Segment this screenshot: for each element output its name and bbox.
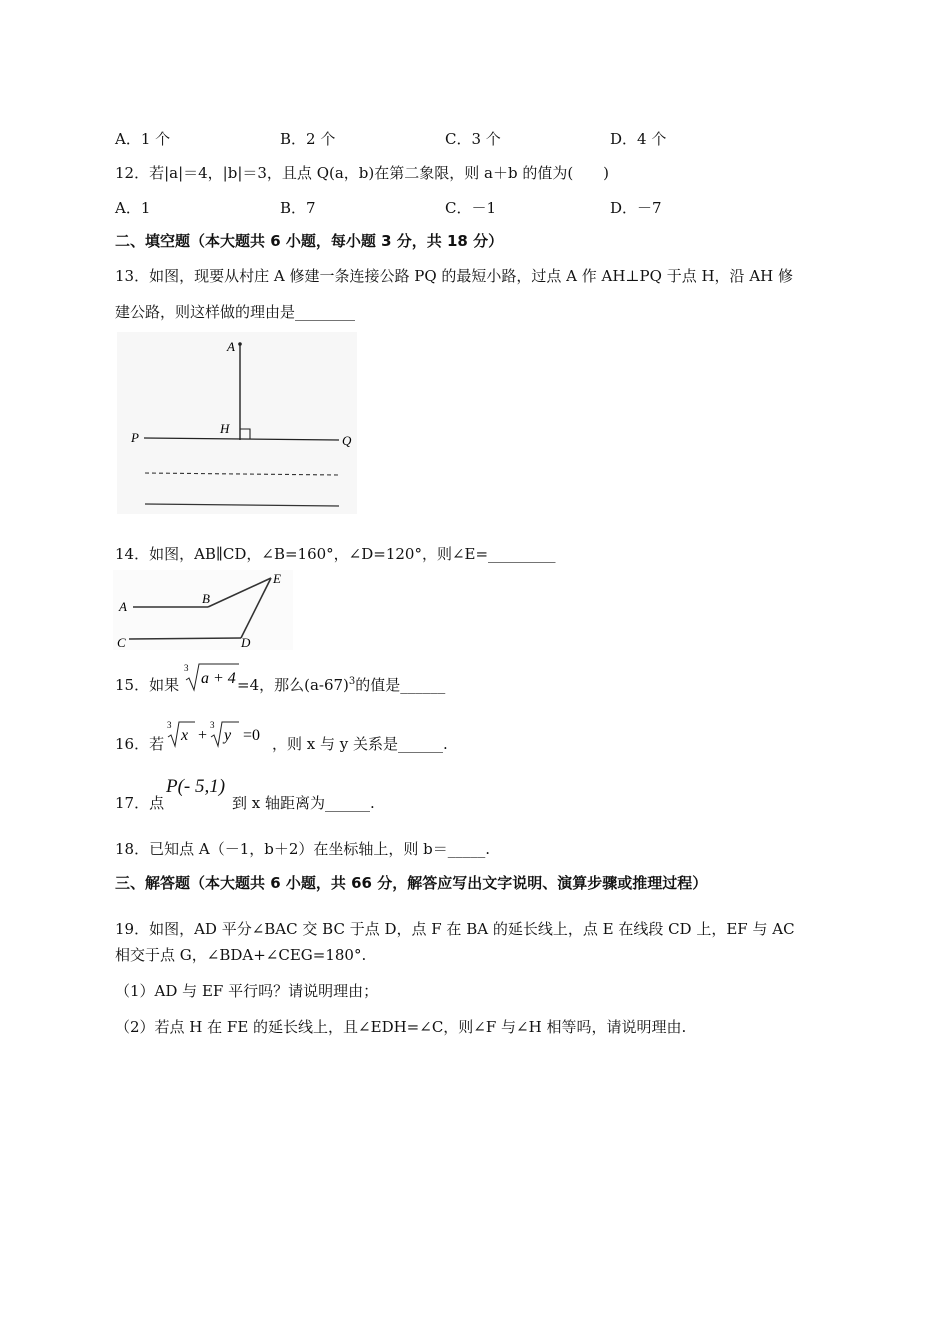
label-d: D (241, 635, 251, 650)
q13-line-1: 13．如图，现要从村庄 A 修建一条连接公路 PQ 的最短小路，过点 A 作 AH⊥PQ 于点 H，沿 AH 修 (115, 267, 793, 285)
q12-option-c: C．－1 (445, 199, 497, 217)
q13-diagram (117, 332, 357, 514)
lower-line (145, 504, 339, 506)
q15-rest (237, 674, 445, 695)
point-a (238, 342, 242, 346)
q14-figure (113, 570, 293, 650)
q16-plus: + (198, 727, 208, 744)
segment-be (208, 578, 271, 607)
q16-index-x: 3 (167, 720, 172, 730)
segment-cd (129, 638, 241, 639)
q15-prefix: 15．如果 (115, 676, 180, 694)
q13-line-2: 建公路，则这样做的理由是________ (115, 303, 356, 321)
q12-option-d: D．－7 (610, 199, 662, 217)
q17-point: P(- 5,1) (166, 776, 226, 797)
q17-prefix: 17．点 (115, 794, 165, 812)
label-e: E (273, 571, 281, 586)
q16-index-y: 3 (210, 720, 215, 730)
label-h: H (220, 421, 230, 436)
q19-part-1: （1）AD 与 EF 平行吗？请说明理由； (115, 982, 379, 1000)
q14-text: 14．如图，AB∥CD，∠B=160°，∠D=120°，则∠E=_________ (115, 545, 556, 563)
q13-figure (117, 332, 357, 514)
line-pq (144, 438, 339, 440)
q18-text: 18．已知点 A（－1，b＋2）在坐标轴上，则 b＝_____. (115, 840, 491, 858)
q15-exponent: 3 (348, 676, 356, 687)
segment-ed (241, 578, 271, 638)
q12-stem: 12．若|a|＝4，|b|＝3，且点 Q(a，b)在第二象限，则 a＋b 的值为( ) (115, 164, 610, 182)
label-c: C (117, 635, 126, 650)
q16-eq: =0 (243, 727, 261, 744)
q16-x: x (181, 727, 189, 744)
q11-option-d: D．4 个 (610, 130, 667, 148)
q15-radicand: a + 4 (201, 670, 236, 687)
section-2-title: 二、填空题（本大题共 6 小题，每小题 3 分，共 18 分） (115, 232, 504, 250)
label-p: P (131, 430, 139, 445)
label-a: A (119, 599, 127, 614)
q11-option-b: B．2 个 (280, 130, 336, 148)
q19-line-1: 19．如图，AD 平分∠BAC 交 BC 于点 D，点 F 在 BA 的延长线上，点 E 在线段 CD 上，EF 与 AC (115, 920, 795, 938)
label-q: Q (342, 433, 352, 448)
q12-option-a: A．1 (115, 199, 151, 217)
q15-suffix: 的值是______ (355, 676, 446, 694)
q19-line-2: 相交于点 G，∠BDA+∠CEG=180°. (115, 946, 367, 964)
label-b: B (202, 591, 210, 606)
q14-diagram (113, 570, 293, 650)
q15-root-index: 3 (184, 663, 189, 673)
q12-option-b: B．7 (280, 199, 316, 217)
label-a: A (227, 339, 235, 354)
section-3-title: 三、解答题（本大题共 6 小题，共 66 分，解答应写出文字说明、演算步骤或推理过程） (115, 874, 708, 892)
q16-y: y (224, 727, 232, 744)
q16-prefix: 16．若 (115, 735, 165, 753)
q16-suffix: ，则 x 与 y 关系是______. (272, 735, 448, 753)
q15-middle: =4，那么(a-67) (237, 676, 349, 694)
q19-part-2: （2）若点 H 在 FE 的延长线上，且∠EDH=∠C，则∠F 与∠H 相等吗，请说明理由. (115, 1018, 687, 1036)
right-angle-mark (240, 429, 250, 439)
dashed-line (145, 473, 339, 475)
q15-cube-root (181, 660, 241, 692)
q11-option-c: C．3 个 (445, 130, 501, 148)
q17-suffix: 到 x 轴距离为______. (232, 794, 375, 812)
q11-option-a: A．1 个 (115, 130, 171, 148)
q16-expression (163, 717, 273, 749)
